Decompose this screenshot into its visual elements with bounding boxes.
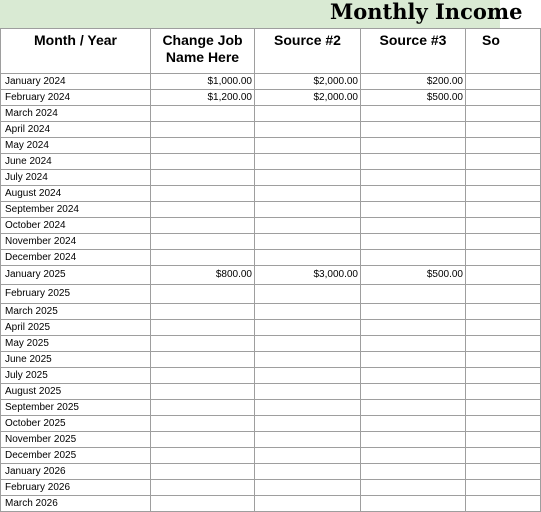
cell-amount[interactable] — [151, 285, 255, 304]
cell-amount[interactable] — [151, 384, 255, 400]
cell-amount[interactable] — [151, 448, 255, 464]
cell-amount[interactable] — [151, 320, 255, 336]
cell-amount[interactable] — [361, 416, 466, 432]
header-job-name[interactable]: Change Job Name Here — [151, 29, 255, 74]
cell-amount[interactable]: $3,000.00 — [255, 266, 361, 285]
cell-amount[interactable] — [151, 186, 255, 202]
cell-amount[interactable] — [151, 202, 255, 218]
cell-amount[interactable] — [466, 186, 541, 202]
cell-amount[interactable] — [361, 448, 466, 464]
table-row — [1, 90, 541, 106]
cell-amount[interactable] — [361, 154, 466, 170]
cell-amount[interactable]: $2,000.00 — [255, 90, 361, 106]
cell-amount[interactable] — [466, 432, 541, 448]
cell-amount[interactable] — [466, 400, 541, 416]
cell-month[interactable]: February 2024 — [1, 90, 151, 106]
cell-amount[interactable] — [255, 138, 361, 154]
table-row — [1, 432, 541, 448]
table-row — [1, 480, 541, 496]
cell-amount[interactable] — [151, 138, 255, 154]
cell-month[interactable]: May 2024 — [1, 138, 151, 154]
cell-amount[interactable] — [255, 186, 361, 202]
cell-amount[interactable] — [361, 368, 466, 384]
cell-amount[interactable] — [466, 106, 541, 122]
cell-amount[interactable] — [466, 416, 541, 432]
cell-amount[interactable] — [361, 170, 466, 186]
cell-amount[interactable] — [151, 480, 255, 496]
cell-amount[interactable] — [361, 384, 466, 400]
cell-month[interactable]: April 2024 — [1, 122, 151, 138]
table-row — [1, 448, 541, 464]
cell-amount[interactable] — [466, 138, 541, 154]
cell-amount[interactable] — [255, 416, 361, 432]
cell-amount[interactable] — [361, 432, 466, 448]
cell-month[interactable]: July 2025 — [1, 368, 151, 384]
cell-amount[interactable] — [151, 432, 255, 448]
header-source-3[interactable]: Source #3 — [361, 29, 466, 74]
cell-month[interactable]: August 2024 — [1, 186, 151, 202]
cell-month[interactable]: October 2025 — [1, 416, 151, 432]
cell-month[interactable]: December 2024 — [1, 250, 151, 266]
cell-amount[interactable]: $500.00 — [361, 90, 466, 106]
cell-amount[interactable] — [255, 170, 361, 186]
cell-amount[interactable] — [151, 400, 255, 416]
cell-amount[interactable] — [466, 480, 541, 496]
cell-month[interactable]: January 2026 — [1, 464, 151, 480]
cell-amount[interactable] — [151, 154, 255, 170]
cell-amount[interactable] — [466, 90, 541, 106]
cell-amount[interactable] — [151, 234, 255, 250]
cell-amount[interactable] — [151, 170, 255, 186]
cell-amount[interactable] — [361, 352, 466, 368]
table-row — [1, 304, 541, 320]
cell-amount[interactable] — [361, 464, 466, 480]
cell-month[interactable]: March 2024 — [1, 106, 151, 122]
cell-amount[interactable]: $500.00 — [361, 266, 466, 285]
cell-amount[interactable] — [361, 106, 466, 122]
cell-month[interactable]: March 2026 — [1, 496, 151, 512]
cell-amount[interactable] — [151, 464, 255, 480]
table-row — [1, 352, 541, 368]
cell-amount[interactable] — [151, 218, 255, 234]
table-row — [1, 285, 541, 304]
header-source-2[interactable]: Source #2 — [255, 29, 361, 74]
cell-amount[interactable] — [361, 122, 466, 138]
table-row — [1, 336, 541, 352]
cell-month[interactable]: January 2025 — [1, 266, 151, 285]
income-table — [0, 28, 541, 512]
cell-amount[interactable] — [255, 384, 361, 400]
cell-amount[interactable] — [361, 234, 466, 250]
cell-amount[interactable] — [466, 320, 541, 336]
table-row — [1, 186, 541, 202]
table-row — [1, 320, 541, 336]
cell-month[interactable]: December 2025 — [1, 448, 151, 464]
cell-amount[interactable] — [255, 496, 361, 512]
cell-amount[interactable] — [151, 496, 255, 512]
cell-amount[interactable] — [255, 285, 361, 304]
header-row — [1, 29, 541, 74]
cell-amount[interactable]: $800.00 — [151, 266, 255, 285]
table-row — [1, 74, 541, 90]
cell-amount[interactable] — [151, 250, 255, 266]
cell-month[interactable]: June 2024 — [1, 154, 151, 170]
cell-month[interactable]: March 2025 — [1, 304, 151, 320]
cell-month[interactable]: February 2025 — [1, 285, 151, 304]
cell-month[interactable]: October 2024 — [1, 218, 151, 234]
cell-amount[interactable] — [255, 122, 361, 138]
table-row — [1, 106, 541, 122]
cell-amount[interactable] — [361, 480, 466, 496]
cell-amount[interactable] — [255, 106, 361, 122]
cell-amount[interactable] — [466, 250, 541, 266]
cell-amount[interactable] — [361, 138, 466, 154]
cell-month[interactable]: January 2024 — [1, 74, 151, 90]
cell-amount[interactable]: $1,000.00 — [151, 74, 255, 90]
table-row — [1, 154, 541, 170]
cell-amount[interactable] — [361, 496, 466, 512]
cell-month[interactable]: September 2024 — [1, 202, 151, 218]
cell-month[interactable]: June 2025 — [1, 352, 151, 368]
cell-amount[interactable] — [255, 432, 361, 448]
cell-amount[interactable] — [255, 218, 361, 234]
cell-amount[interactable] — [255, 480, 361, 496]
cell-month[interactable]: September 2025 — [1, 400, 151, 416]
cell-month[interactable]: April 2025 — [1, 320, 151, 336]
cell-amount[interactable] — [151, 368, 255, 384]
cell-amount[interactable] — [466, 266, 541, 285]
cell-amount[interactable] — [255, 202, 361, 218]
cell-amount[interactable] — [361, 304, 466, 320]
table-row — [1, 122, 541, 138]
table-row — [1, 464, 541, 480]
table-row — [1, 250, 541, 266]
cell-amount[interactable] — [361, 336, 466, 352]
cell-month[interactable]: November 2024 — [1, 234, 151, 250]
table-row — [1, 496, 541, 512]
table-row — [1, 368, 541, 384]
title-band — [0, 0, 523, 29]
cell-amount[interactable] — [151, 336, 255, 352]
cell-amount[interactable] — [466, 352, 541, 368]
cell-amount[interactable] — [361, 250, 466, 266]
cell-amount[interactable] — [361, 400, 466, 416]
cell-amount[interactable] — [255, 234, 361, 250]
cell-amount[interactable] — [255, 336, 361, 352]
cell-amount[interactable] — [255, 304, 361, 320]
cell-amount[interactable] — [466, 74, 541, 90]
table-row — [1, 416, 541, 432]
table-row — [1, 202, 541, 218]
table-row — [1, 384, 541, 400]
cell-amount[interactable] — [466, 218, 541, 234]
cell-amount[interactable] — [255, 154, 361, 170]
table-body — [1, 74, 541, 512]
cell-amount[interactable] — [361, 320, 466, 336]
table-row — [1, 170, 541, 186]
table-row — [1, 218, 541, 234]
cell-amount[interactable] — [361, 285, 466, 304]
cell-amount[interactable] — [466, 285, 541, 304]
header-source-4[interactable]: So — [466, 29, 541, 74]
cell-amount[interactable]: $200.00 — [361, 74, 466, 90]
cell-amount[interactable] — [466, 154, 541, 170]
table-row — [1, 266, 541, 285]
cell-amount[interactable] — [466, 496, 541, 512]
cell-amount[interactable] — [466, 304, 541, 320]
cell-amount[interactable] — [151, 416, 255, 432]
cell-month[interactable]: February 2026 — [1, 480, 151, 496]
cell-amount[interactable] — [255, 464, 361, 480]
cell-amount[interactable] — [255, 368, 361, 384]
cell-amount[interactable] — [151, 352, 255, 368]
cell-amount[interactable] — [255, 320, 361, 336]
cell-amount[interactable] — [151, 106, 255, 122]
table-row — [1, 138, 541, 154]
sheet-title: Monthly Income — [330, 0, 523, 24]
cell-month[interactable]: November 2025 — [1, 432, 151, 448]
cell-amount[interactable] — [255, 400, 361, 416]
cell-amount[interactable] — [466, 384, 541, 400]
cell-amount[interactable] — [466, 234, 541, 250]
spreadsheet-grid — [0, 28, 540, 512]
cell-amount[interactable] — [255, 250, 361, 266]
cell-amount[interactable] — [151, 122, 255, 138]
cell-amount[interactable] — [255, 352, 361, 368]
cell-amount[interactable] — [466, 170, 541, 186]
cell-amount[interactable] — [466, 122, 541, 138]
cell-amount[interactable] — [361, 202, 466, 218]
table-row — [1, 234, 541, 250]
header-month-year[interactable]: Month / Year — [1, 29, 151, 74]
cell-amount[interactable] — [466, 336, 541, 352]
cell-month[interactable]: May 2025 — [1, 336, 151, 352]
cell-amount[interactable]: $1,200.00 — [151, 90, 255, 106]
cell-amount[interactable] — [466, 368, 541, 384]
cell-amount[interactable] — [466, 464, 541, 480]
cell-amount[interactable] — [466, 448, 541, 464]
cell-amount[interactable]: $2,000.00 — [255, 74, 361, 90]
table-row — [1, 400, 541, 416]
cell-amount[interactable] — [466, 202, 541, 218]
cell-amount[interactable] — [361, 186, 466, 202]
cell-month[interactable]: August 2025 — [1, 384, 151, 400]
cell-amount[interactable] — [361, 218, 466, 234]
cell-month[interactable]: July 2024 — [1, 170, 151, 186]
cell-amount[interactable] — [255, 448, 361, 464]
cell-amount[interactable] — [151, 304, 255, 320]
